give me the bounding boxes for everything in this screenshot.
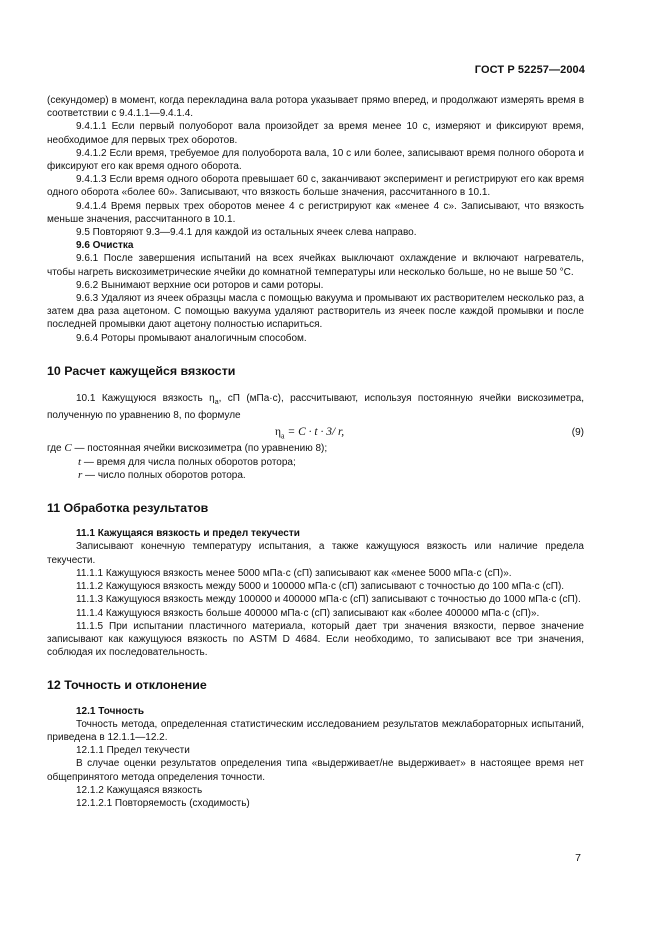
subsection-heading: 9.6 Очистка [76, 240, 134, 252]
formula-lhs: η [275, 426, 282, 439]
page-number: 7 [575, 852, 581, 864]
document-header: ГОСТ Р 52257—2004 [474, 64, 585, 76]
paragraph: 12.1.2 Кажущаяся вязкость [76, 784, 203, 796]
text: — число полных оборотов ротора. [82, 469, 246, 481]
text: 10.1 Кажущуюся вязкость η [76, 393, 215, 405]
subsection-heading: 12.1 Точность [76, 705, 145, 717]
where-line [47, 442, 584, 455]
paragraph: 9.6.2 Вынимают верхние оси роторов и сами роторы. [76, 279, 324, 291]
section-heading: 12 Точность и отклонение [47, 678, 207, 693]
paragraph: 9.5 Повторяют 9.3—9.4.1 для каждой из остальных ячеек слева направо. [76, 227, 417, 239]
paragraph: 11.1.4 Кажущуюся вязкость больше 400000 мПа·с (сП) записывают как «более 400000 мПа·с (сП)». [76, 607, 540, 619]
paragraph: 9.4.1.3 Если время одного оборота превышает 60 с, заканчивают эксперимент и регистрируют его как время одного оборота «более 60». Записывают, что вязкость больше значения, рассчитанного в 10.1. [47, 174, 584, 199]
paragraph: 11.1.3 Кажущуюся вязкость между 100000 и 400000 мПа·с (сП) записывают с точностью до 1000 мПа·с (сП). [76, 594, 581, 606]
equation-number: (9) [571, 427, 584, 439]
paragraph: Записывают конечную температуру испытания, а также кажущуюся вязкость или наличие предела текучести. [47, 541, 584, 566]
section-heading: 11 Обработка результатов [47, 501, 209, 516]
symbol: r [78, 468, 83, 481]
paragraph: 9.6.3 Удаляют из ячеек образцы масла с помощью вакуума и промывают их растворителем несколько раз, а затем два раза ацетоном. С помощью вакуума удаляют растворитель из ячеек после каждой промывки и после последней промывки дают ацетону полностью испариться. [47, 293, 584, 331]
text: — время для числа полных оборотов ротора; [81, 456, 296, 468]
subscript: a [214, 399, 219, 407]
formula-subscript: a [281, 431, 285, 441]
text: где [47, 443, 65, 455]
variable-line [47, 469, 584, 482]
paragraph: 12.1.1 Предел текучести [76, 745, 190, 757]
subsection-heading: 11.1 Кажущаяся вязкость и предел текучести [76, 528, 300, 540]
paragraph: 11.1.1 Кажущуюся вязкость менее 5000 мПа·с (сП) записывают как «менее 5000 мПа·с (сП)». [76, 567, 512, 579]
section-heading: 10 Расчет кажущейся вязкости [47, 363, 236, 378]
paragraph: 9.4.1.1 Если первый полуоборот вала произойдет за время менее 10 с, измеряют и фиксируют время, необходимое для первых трех оборотов. [47, 121, 584, 146]
paragraph: 12.1.2.1 Повторяемость (сходимость) [76, 797, 250, 809]
paragraph: (секундомер) в момент, когда перекладина вала ротора указывает прямо вперед, и продолжают измерять время в соответствии с 9.4.1.1—9.4.1.4. [47, 95, 584, 120]
paragraph: Точность метода, определенная статистическим исследованием результатов межлабораторных испытаний, приведена в 12.1.1—12.2. [47, 718, 584, 743]
text: , сП (мПа·с), рассчитывают, используя постоянную ячейки вискозиметра, полученную по уравнению 8, по формуле [47, 393, 584, 422]
formula-rhs: = C · t · 3/ r, [284, 426, 345, 439]
paragraph: 9.4.1.2 Если время, требуемое для полуоборота вала, 10 с или более, записывают время полного оборота и фиксируют его как время одного оборота. [47, 147, 584, 173]
paragraph: 9.6.1 После завершения испытаний на всех ячейках выключают охлаждение и включают нагреватель, чтобы нагреть вискозиметрические ячейки до комнатной температуры или несколько больше, но не выше 50 °С. [47, 253, 584, 278]
symbol: C [64, 442, 72, 455]
formula-row [47, 424, 584, 442]
text: — постоянная ячейки вискозиметра (по уравнению 8); [71, 443, 328, 455]
paragraph: 9.6.4 Роторы промывают аналогичным способом. [76, 332, 307, 344]
formula [275, 426, 344, 443]
paragraph: 11.1.2 Кажущуюся вязкость между 5000 и 100000 мПа·с (сП) записывают с точностью до 100 мПа·с (сП). [76, 581, 565, 593]
paragraph: 9.4.1.4 Время первых трех оборотов менее 4 с регистрируют как «менее 4 с». Записывают, что вязкость меньше значения, рассчитанного в 10.1. [47, 200, 584, 225]
symbol: t [78, 455, 82, 468]
paragraph: В случае оценки результатов определения типа «выдерживает/не выдерживает» в настоящее время нет общепринятого метода определения точности. [47, 758, 584, 783]
paragraph [47, 392, 584, 422]
variable-line [47, 456, 584, 469]
paragraph: 11.1.5 При испытании пластичного материала, который дает три значения вязкости, первое значение записывают как кажущуюся вязкость по ASTM D 4684. Если необходимо, то записывают все три значения, соблюдая их последовательность. [47, 620, 584, 659]
document-body [47, 94, 584, 810]
